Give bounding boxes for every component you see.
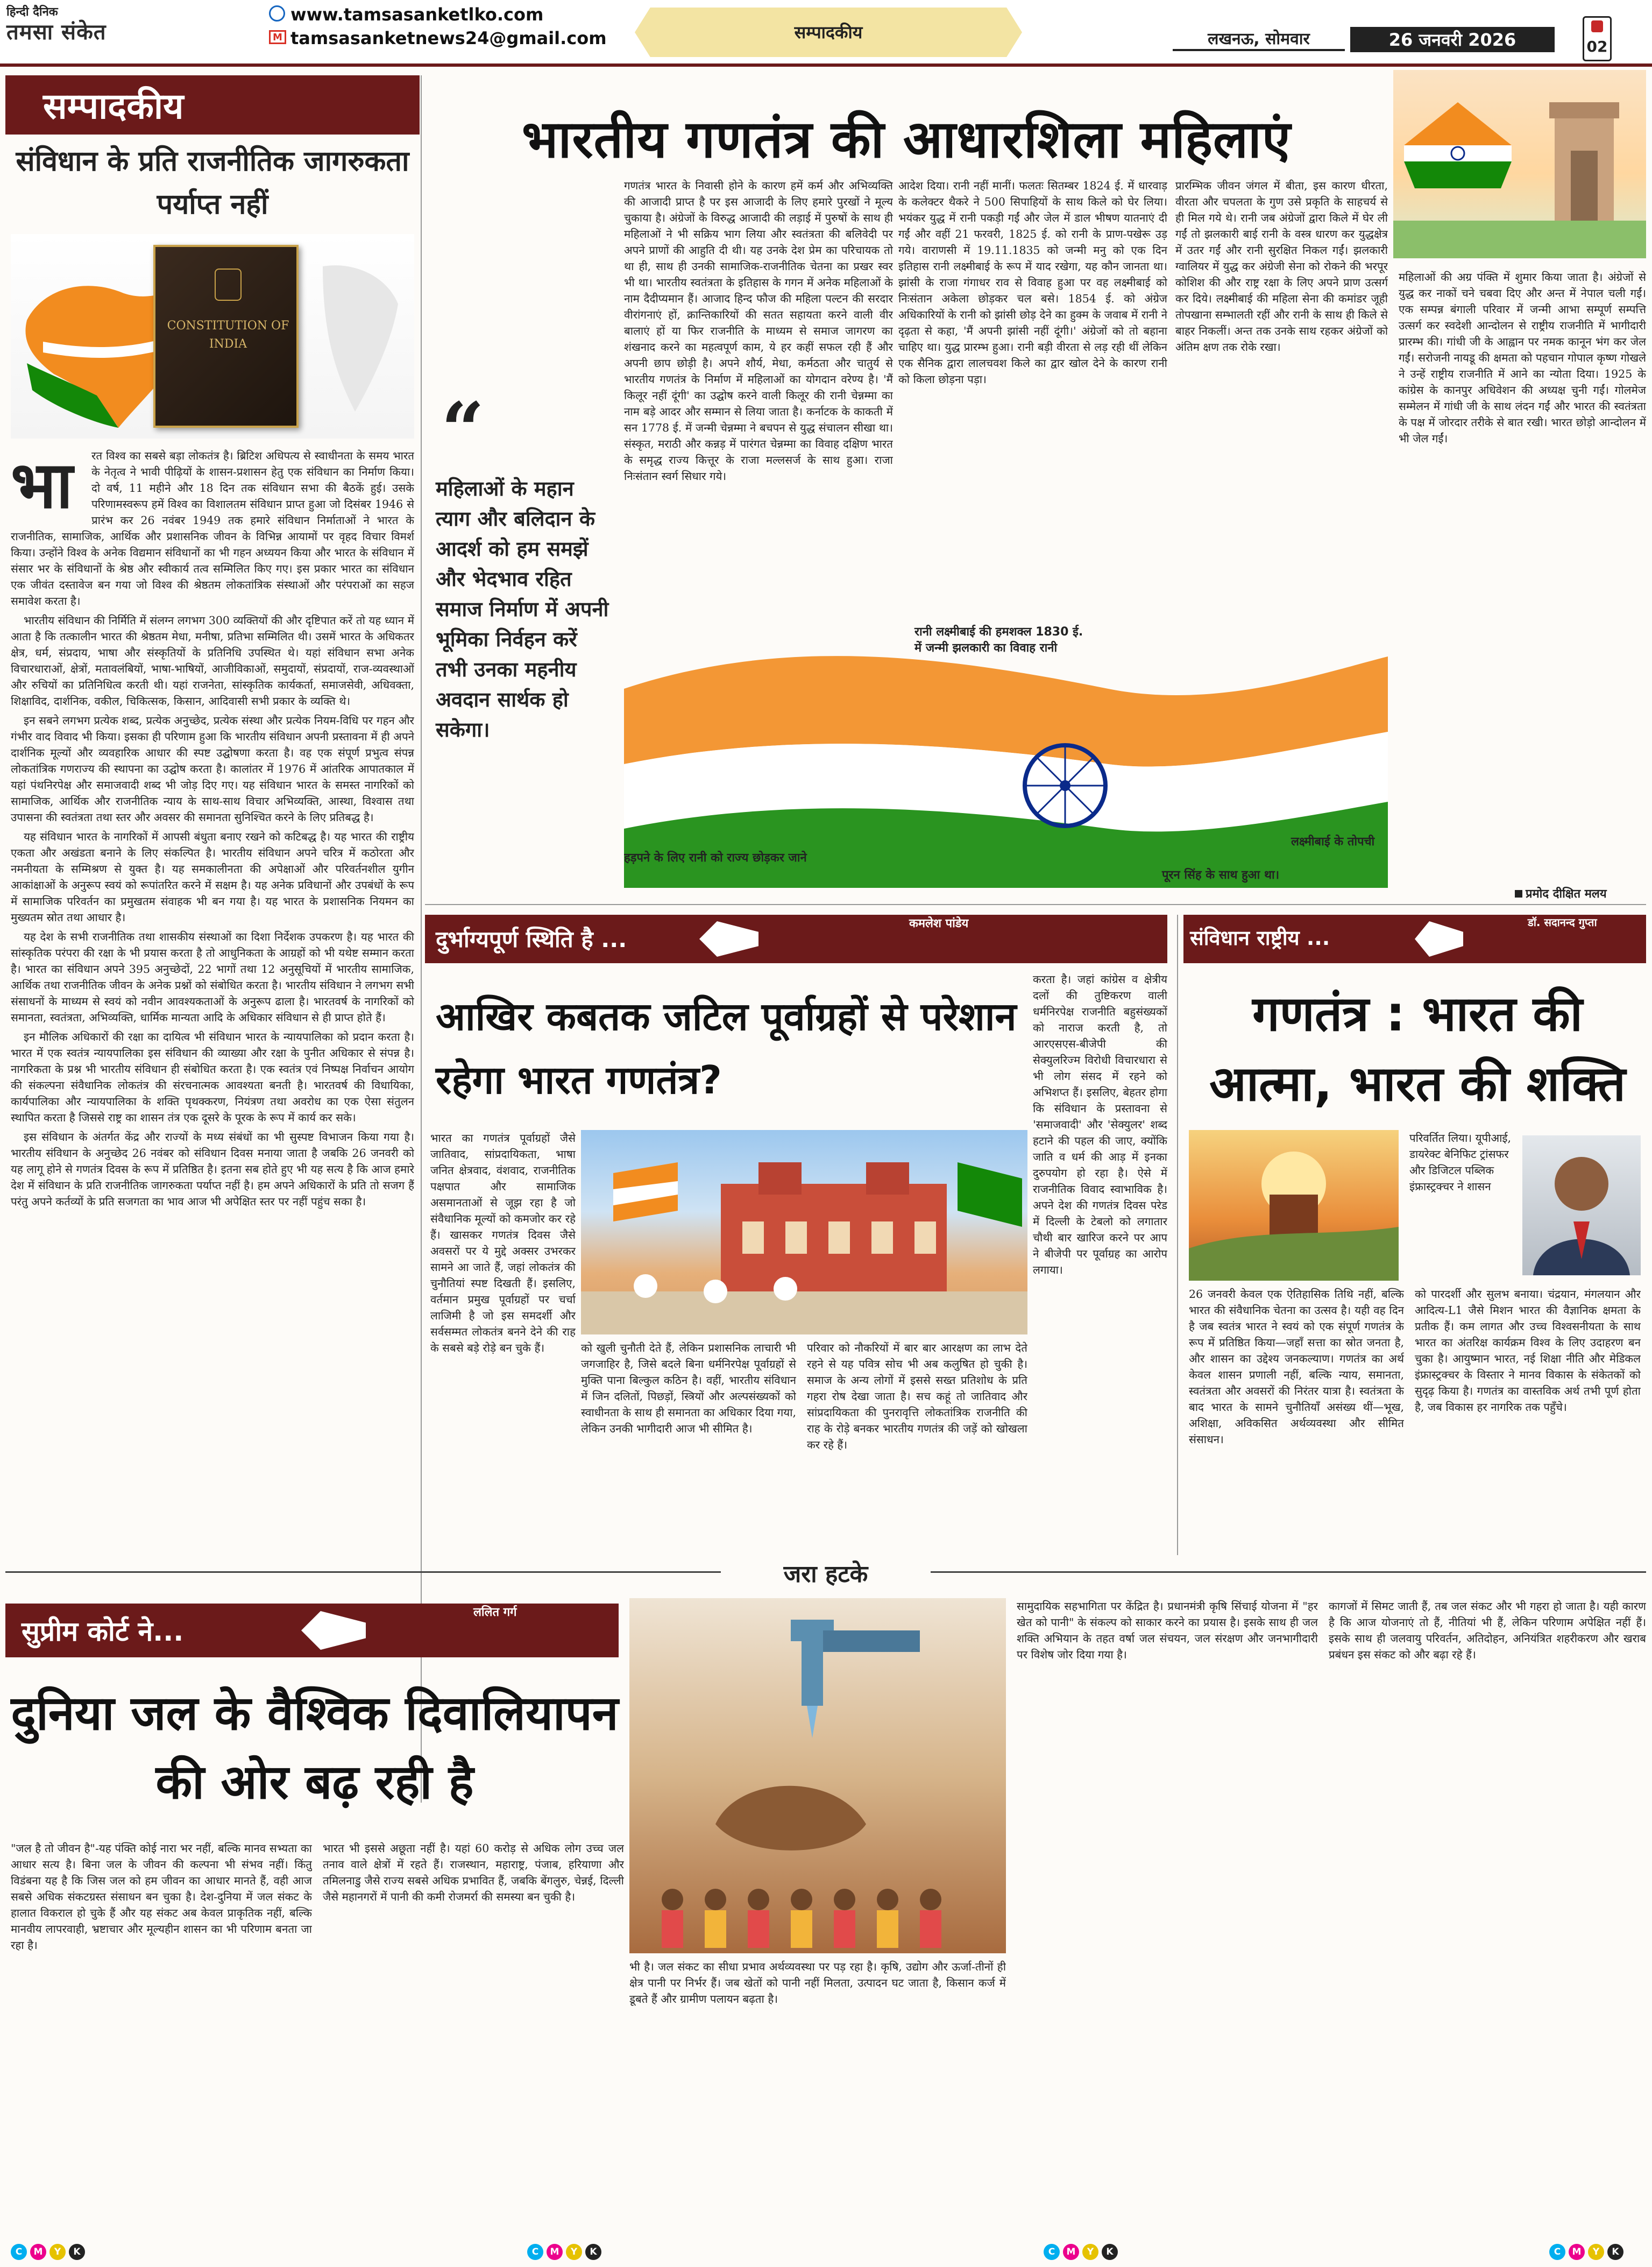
article4-author: ललित गर्ग <box>473 1606 517 1619</box>
brand-small: हिन्दी दैनिक <box>6 5 58 19</box>
section-break-label: जरा हटके <box>783 1560 868 1588</box>
print-mark-c: C <box>1044 2244 1060 2260</box>
tricolor-graphic <box>624 624 1388 888</box>
left-body-p1: रत विश्व का सबसे बड़ा लोकतंत्र है। ब्रिटिश अधिपत्य से स्वाधीनता के समय भारत के नेतृत्व ने भावी पीढ़ियों के शासन-प्रशासन हेतु एक संविधान का निर्माण किया। दो वर्ष, 11 महीने और 18 दिन तक संविधान सभा की बैठकें हुई। उसके परिणामस्वरूप हमें विश्व का विशालतम संविधान प्राप्त हुआ जो दिसंबर 1946 से प्रारंभ कर 26 नवंबर 1949 तक हमारे संविधान निर्माताओं ने भारत के राजनीतिक, सामाजिक, आर्थिक और प्रशासनिक जीवन के विभिन्न आयामों पर वृहद विचार विमर्श किया। उन्होंने विश्व के अनेक विद्यमान संविधानों का भी गहन अध्ययन किया और भारत के संविधान में संसार भर के संविधानों के श्रेष्ठ और स्वीकार्य तत्व सम्मिलित किए गए। इस प्रकार भारत का संविधान एक जीवंत दस्तावेज बन गया जो विश्व की श्रेष्ठतम लोकतांत्रिक संस्थाओं और परंपराओं का सहज समावेश करता है। <box>11 449 414 608</box>
article2-body-col4: परिवार को नौकरियों में बार बार आरक्षण का लाभ देते रहने से यह पवित्र सोच भी अब कलुषित हो चुकी है। समाज के अन्य लोगों में इससे सख्त प्रतिशोध के प्रति गहरा रोष देखा जाता है। सच कहूं तो जातिवाद और सांप्रदायिकता की पुनरावृत्ति लोकतांत्रिक राजनीति की राह के रोड़े बनकर भारतीय गणतंत्र की जड़ें को खोखला कर रहे हैं। <box>807 1341 1027 1451</box>
main-body-col2: आदेश दिया। रानी नहीं मानीं। फलतः सितम्बर 1824 ई. में धारवाड़ के कलेक्टर थैकरे ने 500 सिपाहियों के साथ किले को घेर लिया। भयंकर युद्ध में रानी पकड़ी गईं और जेल में डाल भीषण यातनाएं दी गईं और वहीं 21 फरवरी, 1825 ई. को रानी के प्राण-पखेरू उड़ गये। वाराणसी में 19.11.1835 को जन्मी मनु को एक दिन इतिहास रानी लक्ष्मीबाई के रूप में याद रखेगा, यह कौन जानता था। झांसी के राजा गंगाधर राव से विवाह हुआ पर वह लक्ष्मीबाई को निःसंतान अकेला छोड़कर चल बसे। 1854 ई. को अंग्रेज अधिकारियों के रानी को झांसी छोड़ देने का हुक्म के जवाब में रानी ने दृढ़ता से कहा, 'मैं अपनी झांसी नहीं दूंगी।' अंग्रेजों को तो बहाना चाहिए था। युद्ध प्रारम्भ हुआ। रानी बड़ी वीरता से लड़ रही थीं लेकिन एक सैनिक द्वारा लालचवश किले का द्वार खोल देने के कारण रानी को किला छोड़ना पड़ा। <box>898 179 1167 386</box>
page-number-top <box>1591 20 1603 32</box>
main-byline: प्रमोद दीक्षित मलय <box>1526 887 1607 901</box>
republic-painting-graphic <box>1189 1130 1399 1281</box>
article3-headline: गणतंत्र : भारत की आत्मा, भारत की शक्ति <box>1209 986 1626 1112</box>
article4-body-col2: भारत भी इससे अछूता नहीं है। यहां 60 करोड़ से अधिक लोग उच्च जल तनाव वाले क्षेत्रों में रहते हैं। राजस्थान, महाराष्ट्र, पंजाब, हरियाणा और तमिलनाडु जैसे राज्य सबसे अधिक प्रभावित हैं, जबकि बेंगलुरु, चेन्नई, दिल्ली जैसे महानगरों में पानी की कमी रोजमर्रा की समस्या बन चुकी है। <box>323 1842 624 1903</box>
left-tag: सम्पादकीय <box>43 86 184 127</box>
masthead <box>0 0 1652 63</box>
main-article-bottom-rule <box>425 904 1646 905</box>
caption-bottom: पूरन सिंह के साथ हुआ था। <box>1162 868 1280 882</box>
water-tap-image <box>629 1598 1006 1953</box>
main-header-image <box>1393 70 1646 258</box>
article4-headline: दुनिया जल के वैश्विक दिवालियापन की ओर बढ़ रही है <box>11 1685 619 1810</box>
article2-body-col2: भारत का गणतंत्र पूर्वाग्रहों जैसे जातिवाद, सांप्रदायिकता, भाषा जनित क्षेत्रवाद, वंशवाद, राजनीतिक पक्षपात और सामाजिक असमानताओं से जूझ रहा है जो संवैधानिक मूल्यों को कमजोर कर रहे हैं। खासकर गणतंत्र दिवस जैसे अवसरों पर ये मुद्दे अक्सर उभरकर सामने आ जाते हैं, जहां लोकतंत्र की चुनौतियां स्पष्ट दिखती हैं। इसलिए, वर्तमान प्रमुख पूर्वाग्रहों पर चर्चा लाजिमी है जो इस समदर्शी और सर्वसम्मत लोकतंत्र बनने देने की राह के सबसे बड़े रोड़े बन चुके हैं। <box>430 1132 576 1354</box>
article3-body-col1: 26 जनवरी केवल एक ऐतिहासिक तिथि नहीं, बल्कि भारत की संवैधानिक चेतना का उत्सव है। यही वह दिन है जब स्वतंत्र भारत ने स्वयं को एक संपूर्ण गणतंत्र के रूप में प्रतिष्ठित किया—जहाँ सत्ता का स्रोत जनता है, और शासन का उद्देश्य जनकल्याण। गणतंत्र का अर्थ केवल शासन प्रणाली नहीं, बल्कि न्याय, समानता, स्वतंत्रता और अवसरों की निरंतर यात्रा है। स्वतंत्रता के बाद भारत के सामने चुनौतियाँ असंख्य थीं—भूख, अशिक्षा, अविकसित अर्थव्यवस्था और सीमित संसाधन। <box>1189 1288 1404 1446</box>
print-mark-c: C <box>11 2244 27 2260</box>
article2-body-col3: को खुली चुनौती देते हैं, लेकिन प्रशासनिक लाचारी भी जगजाहिर है, जिसे बदले बिना धर्मनिरपेक्ष पूर्वाग्रहों से मुक्ति पाना बिल्कुल कठिन है। वहीं, भारतीय संविधान में जिन दलितों, पिछड़ों, स्त्रियों और अल्पसंख्यकों को स्वाधीनता के साथ ही समानता का अधिकार दिया गया, लेकिन उनकी भागीदारी आज भी सीमित है। <box>581 1341 796 1435</box>
email-link[interactable]: tamsasanketnews24@gmail.com <box>290 28 607 48</box>
print-mark-c: C <box>1549 2244 1565 2260</box>
pull-quote: महिलाओं के महान त्याग और बलिदान के आदर्श को हम समझें और भेदभाव रहित समाज निर्माण में अपनी भूमिका निर्वहन करें तभी उनका महनीय अवदान सार्थक हो सकेगा। <box>436 477 609 741</box>
date: 26 जनवरी 2026 <box>1350 27 1555 52</box>
book-emblem <box>215 269 242 301</box>
city-day: लखनऊ, सोमवार <box>1173 27 1345 51</box>
main-byline-icon <box>1515 890 1522 898</box>
constitution-image <box>11 234 414 439</box>
main-body-col3: प्रारम्भिक जीवन जंगल में बीता, इस कारण धीरता, वीरता और चपलता के गुण उसे प्रकृति के साहचर्य से ही मिल गये थे। रानी जब अंग्रेजों द्वारा किले में घेर ली गईं तो झलकारी बाई रानी के वस्त्र धारण कर युद्धक्षेत्र में उतर गईं और रानी सुरक्षित निकल गईं। झलकारी ग्वालियर में युद्ध कर अंग्रेजी सेना को रोकने की भरपूर कोशिश की और राष्ट्र रक्षा के लिए अपने प्राण उत्सर्ग कर दिये। लक्ष्मीबाई की महिला सेना की कमांडर जूही तोपखाना सम्भालती रहीं और रानी के साथ ही किले से बाहर निकलीं। अन्त तक उनके साथ रहकर अंग्रेजों को अंतिम क्षण तक रोके रखा। <box>1175 179 1388 354</box>
main-headline: भारतीय गणतंत्र की आधारशिला महिलाएं <box>522 109 1291 170</box>
print-mark-y: Y <box>1082 2244 1098 2260</box>
constitution-book <box>153 245 299 428</box>
left-dropcap: भा <box>11 447 73 523</box>
print-mark-y: Y <box>1588 2244 1604 2260</box>
caption-lakshmi: लक्ष्मीबाई के तोपची <box>1291 835 1375 849</box>
print-mark-y: Y <box>566 2244 582 2260</box>
left-column-rule <box>421 75 422 1803</box>
article4-body-col5: कागजों में सिमट जाती हैं, तब जल संकट और भी गहरा हो जाता है। यही कारण है कि आज योजनाएं तो हैं, नीतियां भी हैं, लेकिन परिणाम अपेक्षित नहीं हैं। इसके साथ ही जलवायु परिवर्तन, अतिदोहन, अनियंत्रित शहरीकरण और खराब प्रबंधन इस संकट को और बढ़ा रहे हैं। <box>1329 1600 1646 1661</box>
print-mark-m: M <box>1569 2244 1585 2260</box>
article2-tag: दुर्भाग्यपूर्ण स्थिति है ... <box>436 926 627 952</box>
section-header-label: सम्पादकीय <box>794 22 863 43</box>
parade-graphic <box>581 1130 1027 1334</box>
left-body-p6: इन मौलिक अधिकारों की रक्षा का दायित्व भी संविधान भारत के न्यायपालिका को प्रदान करता है। भारत में एक स्वतंत्र न्यायपालिका इस संविधान की व्याख्या और रक्षा के पुनीत अधिकार से संपन्न है। नागरिकता के प्रश्न भी भारतीय संविधान ही संबोधित करता है। एक स्वतंत्र एवं निष्पक्ष निर्वाचन आयोग की संकल्पना संवैधानिक लोकतंत्र की संरचनात्मक आवश्यता बनती है। भारतवर्ष की विधायिका, कार्यपालिका और न्यायपालिका के शक्ति पृथक्करण, नियंत्रण तथा अवरोध का एक ऐसा संतुलन स्थापित करता है जिससे राष्ट्र का शासन तंत्र एक दूसरे के पूरक के रूप में कार्य कर सके। <box>11 1030 414 1124</box>
print-marks-center-left <box>527 2244 601 2260</box>
pull-quote-mark: “ <box>441 386 485 475</box>
article3-author-bio: परिवर्तित लिया। यूपीआई, डायरेक्ट बेनिफिट ट्रांसफर और डिजिटल पब्लिक इंफ्रास्ट्रक्चर ने शासन <box>1409 1132 1512 1193</box>
left-body-p7: इस संविधान के अंतर्गत केंद्र और राज्यों के मध्य संबंधों का भी सुस्पष्ट विभाजन किया गया है। भारतीय संविधान के अनुच्छेद 26 नवंबर को संविधान दिवस मनाया जाता है जबकि 26 जनवरी को यह लागू होने से गणतंत्र दिवस के रूप में प्रतिष्ठित है। इतना सब होते हुए भी यह सत्य है कि आज हमारे देश में संविधान के प्रति राजनीतिक जागरुकता पर्याप्त नहीं है। हम अपने अधिकारों के प्रति तो सजग हैं परंतु अपने कर्तव्यों के प्रति सजगता का भाव आज भी अपेक्षित स्तर पर नहीं पहुंच सका है। <box>11 1131 414 1208</box>
article3-tag: संविधान राष्ट्रीय ... <box>1190 926 1330 950</box>
page-number: 02 <box>1586 38 1608 55</box>
india-map-right <box>312 256 403 417</box>
article3-author-photo <box>1522 1135 1641 1275</box>
print-mark-k: K <box>1607 2244 1623 2260</box>
caption-jhalkari: रानी लक्ष्मीबाई की हमशक्ल 1830 ई. में जन्मी झलकारी का विवाह रानी <box>914 625 1083 655</box>
caption-left: हड़पने के लिए रानी को राज्य छोड़कर जाने <box>624 851 807 865</box>
author-photo-graphic <box>1522 1135 1641 1275</box>
article4-body-col4: सामुदायिक सहभागिता पर केंद्रित है। प्रधानमंत्री कृषि सिंचाई योजना में "हर खेत को पानी" के संकल्प को साकार करने का प्रयास है। इसके साथ ही जल शक्ति अभियान के तहत वर्षा जल संचयन, जल संरक्षण और जनभागीदारी पर विशेष जोर दिया गया है। <box>1017 1600 1318 1661</box>
left-body-p4: यह संविधान भारत के नागरिकों में आपसी बंधुता बनाए रखने को कटिबद्ध है। यह भारत की राष्ट्रीय एकता और अखंडता बनाने के लिए संकल्पित है। भारतीय संविधान अपने चरित्र में कठोरता और नमनीयता के सम्मिश्रण से युक्त है। यह समकालीनता की अपेक्षाओं और परिवर्तनशील युगीन आकांक्षाओं के अनुरूप स्वयं को रूपांतरित करने में सक्षम है। यह अनेक प्रविधानों और उपबंधों के रूप में सामाजिक परिवर्तन का प्रमुखतम संवाहक भी बन गया है। यह भारत के प्रशासनिक नियमन का मुख्यतम स्रोत तथा आधार है। <box>11 830 414 924</box>
globe-icon <box>269 5 285 22</box>
masthead-rule <box>0 63 1652 67</box>
article4-body-col3: भी है। जल संकट का सीधा प्रभाव अर्थव्यवस्था पर पड़ रहा है। कृषि, उद्योग और ऊर्जा-तीनों ही क्षेत्र पानी पर निर्भर हैं। जब खेतों को पानी नहीं मिलता, उत्पादन घट जाता है, किसान कर्ज में डूबते हैं और ग्रामीण पलायन बढ़ता है। <box>629 1960 1006 2005</box>
flag-illustration <box>624 624 1388 888</box>
article4-tag: सुप्रीम कोर्ट ने... <box>22 1616 184 1647</box>
main-body-col4: महिलाओं की अग्र पंक्ति में शुमार किया जाता है। अंग्रेजों से युद्ध कर नाकों चने चबवा दिए और अन्त में नेपाल चली गईं। एक सम्पन्न बंगाली परिवार में जन्मी आभा सम्पूर्ण सम्पत्ति उत्सर्ग कर स्वदेशी आन्दोलन से राष्ट्रीय राजनीति में भागीदारी प्रारम्भ की। गांधी जी के आह्वान पर नमक कानून भंग कर जेल गईं। सरोजनी नायडू की क्षमता को पहचान गोपाल कृष्ण गोखले ने उन्हें राष्ट्रीय राजनीति में आने का न्योता दिया। 1925 के कांग्रेस के कानपुर अधिवेशन की अध्यक्ष चुनी गईं। गोलमेज सम्मेलन में गांधी जी के साथ लंदन गईं और भारत की स्वतंत्रता के पक्ष में जोरदार तरीके से बात रखी। भारत छोड़ो आन्दोलन में भी जेल गईं। <box>1399 271 1646 445</box>
print-mark-m: M <box>30 2244 46 2260</box>
article3-author: डॉ. सदानन्द गुप्ता <box>1528 916 1597 929</box>
print-mark-c: C <box>527 2244 543 2260</box>
print-mark-m: M <box>547 2244 563 2260</box>
article3-body-col2: को पारदर्शी और सुलभ बनाया। चंद्रयान, मंगलयान और आदित्य-L1 जैसे मिशन भारत की वैज्ञानिक क्षमता के प्रतीक हैं। कम लागत और उच्च विश्वसनीयता के साथ भारत का अंतरिक्ष कार्यक्रम विश्व के लिए उदाहरण बन चुका है। आयुष्मान भारत, नई शिक्षा नीति और मेडिकल इंफ्रास्ट्रक्चर के विस्तार ने मानव विकास के संकेतकों को सुदृढ़ किया है। गणतंत्र का वास्तविक अर्थ तभी पूर्ण होता है, जब विकास हर नागरिक तक पहुँचे। <box>1415 1288 1641 1414</box>
print-marks-left <box>11 2244 85 2260</box>
article2-body-col1: करता है। जहां कांग्रेस व क्षेत्रीय दलों की तुष्टिकरण वाली धर्मनिरपेक्ष राजनीति बहुसंख्यकों को नाराज करती है, तो आरएसएस-बीजेपी की सेक्युलरिज्म विरोधी विचारधारा से भी लोग संसद में रहने को अभिशप्त हैं। इसलिए, बेहतर होगा कि संविधान के प्रस्तावना से 'समाजवादी' और 'सेक्युलर' शब्द हटाने की पहल की जाए, क्योंकि जाति व धर्म की आड़ में इनका दुरुपयोग हो रहा है। ऐसे में राजनीतिक विवाद स्वाभाविक है। अपने देश की गणतंत्र दिवस परेड में दिल्ली के टेबलो को लगातार चौथी बार खारिज करने पर आप ने बीजेपी पर पूर्वाग्रह का आरोप लगाया। <box>1033 973 1167 1276</box>
article2-author: कमलेश पांडेय <box>909 917 969 930</box>
article4-body-col1: "जल है तो जीवन है"-यह पंक्ति कोई नारा भर नहीं, बल्कि मानव सभ्यता का आधार सत्य है। बिना जल के जीवन की कल्पना भी संभव नहीं। किंतु विडंबना यह है कि जिस जल को हम जीवन का आधार मानते हैं, वही आज सबसे अधिक संकटग्रस्त संसाधन बन चुका है। देश-दुनिया में जल संकट के हालात विकराल हो चुके हैं और यह संकट अब केवल प्राकृतिक नहीं, बल्कि मानवीय लापरवाही, भ्रष्टाचार और मूल्यहीन शासन का भी परिणाम बनता जा रहा है। <box>11 1842 312 1952</box>
main-body-col1: गणतंत्र भारत के निवासी होने के कारण हमें कर्म और अभिव्यक्ति की आजादी प्राप्त है पर इस आजादी के लिए हमारे पुरखों ने मूल्य चुकाया है। अंग्रेजों के विरुद्ध आजादी की लड़ाई में पुरुषों के साथ ही महिलाओं ने भी सक्रिय भाग लिया और स्वतंत्रता की बलिवेदी पर अपने प्राणों की आहुति दी थी। यह उनके देश प्रेम का परिचायक तो था ही, साथ ही उनकी सामाजिक-राजनीतिक चेतना का प्रखर स्वर भी था। भारतीय स्वतंत्रता के इतिहास के गगन में अनेक महिलाओं के नाम दैदीप्यमान हैं। आजाद हिन्द फौज की महिला पल्टन की सरदार वीरांगनाएं हों, क्रान्तिकारियों की सतत सहायता करने वाली वीर बालाएं हों या फिर राजनीति के माध्यम से समाज जागरण का शंखनाद करने का महत्वपूर्ण काम, ये हर कहीं सफल रही हैं और अपनी छाप छोड़ी है। अपने शौर्य, मेधा, कर्मठता और चातुर्य से भारतीय गणतंत्र के निर्माण में महिलाओं का योगदान वरेण्य है। 'मैं किलूर नहीं दूंगी' का उद्घोष करने वाली किलूर की रानी चेन्नम्मा का नाम बड़े आदर और सम्मान से लिया जाता है। कर्नाटक के काकती में सन 1778 ई. में जन्मी चेन्नम्मा ने बचपन से युद्ध संचालन सीखा था। संस्कृत, मराठी और कन्नड़ में पारंगत चेन्नम्मा का विवाह दक्षिण भारत के समृद्ध राज्य कित्तूर के राजा मल्लसर्ज के साथ हुआ। राजा निःसंतान स्वर्ग सिधार गये। <box>624 179 893 483</box>
india-gate-illustration <box>1393 70 1646 258</box>
brand-name: तमसा संकेत <box>6 20 107 45</box>
print-mark-k: K <box>585 2244 601 2260</box>
left-body-p5: यह देश के सभी राजनीतिक तथा शासकीय संस्थाओं का दिशा निर्देशक उपकरण है। यह भारत की सांस्कृतिक परंपरा की रक्षा के भी प्रयास करता है तो आधुनिकता के आग्रहों को भी यथेष्ट सम्मान करता है। भारत का संविधान अपने 395 अनुच्छेदों, 22 भागों तथा 12 अनुसूचियों में भारतीय सामाजिक, आर्थिक तथा राजनीतिक जीवन के अनेक प्रश्नों को संबोधित करता है। भारतीय संविधान ने लगभग सभी संसाधनों के माध्यम से स्वयं को नवीन आवश्यकताओं के अनुरूप ढाला है। भारतवर्ष के नागरिकों को समानता, स्वतंत्रता, अभिव्यक्ति, धार्मिक मान्यता आदि के अधिकार संविधान से ही प्राप्त होते हैं। <box>11 930 414 1024</box>
left-body-p2: भारतीय संविधान की निर्मिति में संलग्न लगभग 300 व्यक्तियों की और दृष्टिपात करें तो यह ध्यान में आता है कि तत्कालीन भारत की श्रेष्ठतम मेधा, मनीषा, प्रतिभा सम्मिलित थी। उसमें भारत के अधिकतर क्षेत्र, धर्म, संप्रदाय, भाषा और संस्कृतियों के प्रतिनिधि उपस्थित थे। यहां संविधान सभा अनेक विचारधाराओं, क्षेत्रों, मतावलंबियों, भाषा-भाषियों, आजीविकाओं, समुदायों, संप्रदायों, राज-व्यवस्थाओं और रुचियों का प्रतिनिधित्व करती थी। यहां राजनेता, सांस्कृतिक कार्यकर्ता, समाजसेवी, अधिवक्ता, शिक्षाविद, दार्शनिक, वकील, चिकित्सक, किसान, आदिवासी सभी प्रकार के व्यक्ति थे। <box>11 614 414 708</box>
left-headline: संविधान के प्रति राजनीतिक जागरुकता पर्याप्त नहीं <box>16 145 409 221</box>
left-body-p3: इन सबने लगभग प्रत्येक शब्द, प्रत्येक अनुच्छेद, प्रत्येक संस्था और प्रत्येक नियम-विधि पर गहन और गंभीर वाद विवाद भी किया। इसका ही परिणाम हुआ कि भारतीय संविधान अपनी प्रस्तावना में ही अपने दार्शनिक मूल्यों और व्यवहारिक आधार की स्पष्ट उद्घोषणा करता है। वह एक संपूर्ण प्रभुत्व संपन्न लोकतांत्रिक गणराज्य की स्थापना का उद्घोष करता है। कालांतर में 1976 में आंतरिक आपातकाल में यहां पंथनिरपेक्ष और समाजवादी शब्द भी जोड़ दिए गए। यह संविधान भारत के समस्त नागरिकों को सामाजिक, आर्थिक और राजनीतिक न्याय के साथ-साथ विचार अभिव्यक्ति, आस्था, विश्वास तथा उपासना की स्वतंत्रता तथा स्तर और अवसर की समानता सुनिश्चित करने के लिए प्रतिबद्ध है। <box>11 714 414 824</box>
print-marks-center-right <box>1044 2244 1118 2260</box>
gmail-icon: M <box>269 30 286 44</box>
print-mark-y: Y <box>49 2244 66 2260</box>
print-mark-k: K <box>1102 2244 1118 2260</box>
website-link[interactable]: www.tamsasanketlko.com <box>290 4 544 25</box>
book-title: CONSTITUTION OF INDIA <box>167 319 289 351</box>
print-mark-k: K <box>69 2244 85 2260</box>
article3-painting <box>1189 1130 1399 1281</box>
parade-image <box>581 1130 1027 1334</box>
article2-right-rule <box>1177 915 1178 1555</box>
print-mark-m: M <box>1063 2244 1079 2260</box>
water-crisis-graphic <box>629 1598 1006 1953</box>
article2-headline: आखिर कबतक जटिल पूर्वाग्रहों से परेशान रहेगा भारत गणतंत्र? <box>436 994 1017 1103</box>
print-marks-right <box>1549 2244 1623 2260</box>
